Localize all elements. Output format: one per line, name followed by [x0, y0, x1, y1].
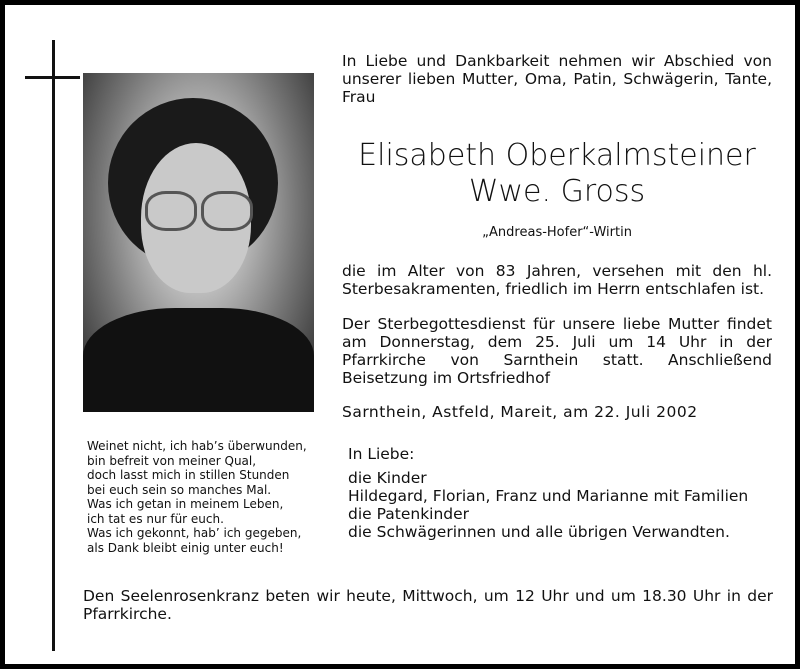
list-item: die Patenkinder [348, 505, 470, 523]
poem-line: Was ich getan in meinem Leben, [87, 497, 284, 511]
list-item: die Schwägerinnen und alle übrigen Verwandten. [348, 523, 730, 541]
poem-line: bin befreit von meiner Qual, [87, 453, 257, 468]
list-item: die Kinder [348, 469, 427, 487]
place-date: Sarnthein, Astfeld, Mareit, am 22. Juli 2002 [342, 403, 698, 421]
mourners-list [348, 445, 778, 541]
list-item: Hildegard, Florian, Franz und Marianne mit Familien [348, 487, 749, 505]
service-paragraph: Der Sterbegottesdienst für unsere liebe Mutter findet am Donnerstag, dem 25. Juli um 14 Uhr in der Pfarrkirche von Sarnthein statt. Anschließend Beisetzung im Ortsfriedhof [342, 315, 772, 387]
deceased-name [342, 138, 772, 210]
poem-line: Was ich gekonnt, hab’ ich gegeben, [87, 526, 302, 540]
poem-line: Weinet nicht, ich hab’s überwunden, [87, 439, 307, 453]
mourners-heading: In Liebe: [348, 445, 415, 463]
intro-text: In Liebe und Dankbarkeit nehmen wir Abschied von unserer lieben Mutter, Oma, Patin, Schwägerin, Tante, Frau [342, 52, 772, 106]
cross-bar [25, 76, 80, 79]
poem-line: als Dank bleibt einig unter euch! [87, 540, 284, 555]
poem-line: doch lasst mich in stillen Stunden [87, 468, 290, 482]
name-line-1: Elisabeth Oberkalmsteiner [358, 138, 756, 173]
age-paragraph: die im Alter von 83 Jahren, versehen mit den hl. Sterbesakramenten, friedlich im Herrn entschlafen ist. [342, 262, 772, 298]
poem-line: ich tat es nur für euch. [87, 511, 224, 526]
cross-icon [52, 40, 55, 651]
subtitle: „Andreas-Hofer“-Wirtin [482, 225, 632, 240]
poem [87, 439, 367, 555]
portrait-photo [83, 73, 314, 412]
rosary-notice: Den Seelenrosenkranz beten wir heute, Mittwoch, um 12 Uhr und um 18.30 Uhr in der Pfarrkirche. [83, 587, 773, 623]
name-line-2: Wwe. Gross [468, 174, 646, 209]
poem-line: bei euch sein so manches Mal. [87, 482, 272, 497]
